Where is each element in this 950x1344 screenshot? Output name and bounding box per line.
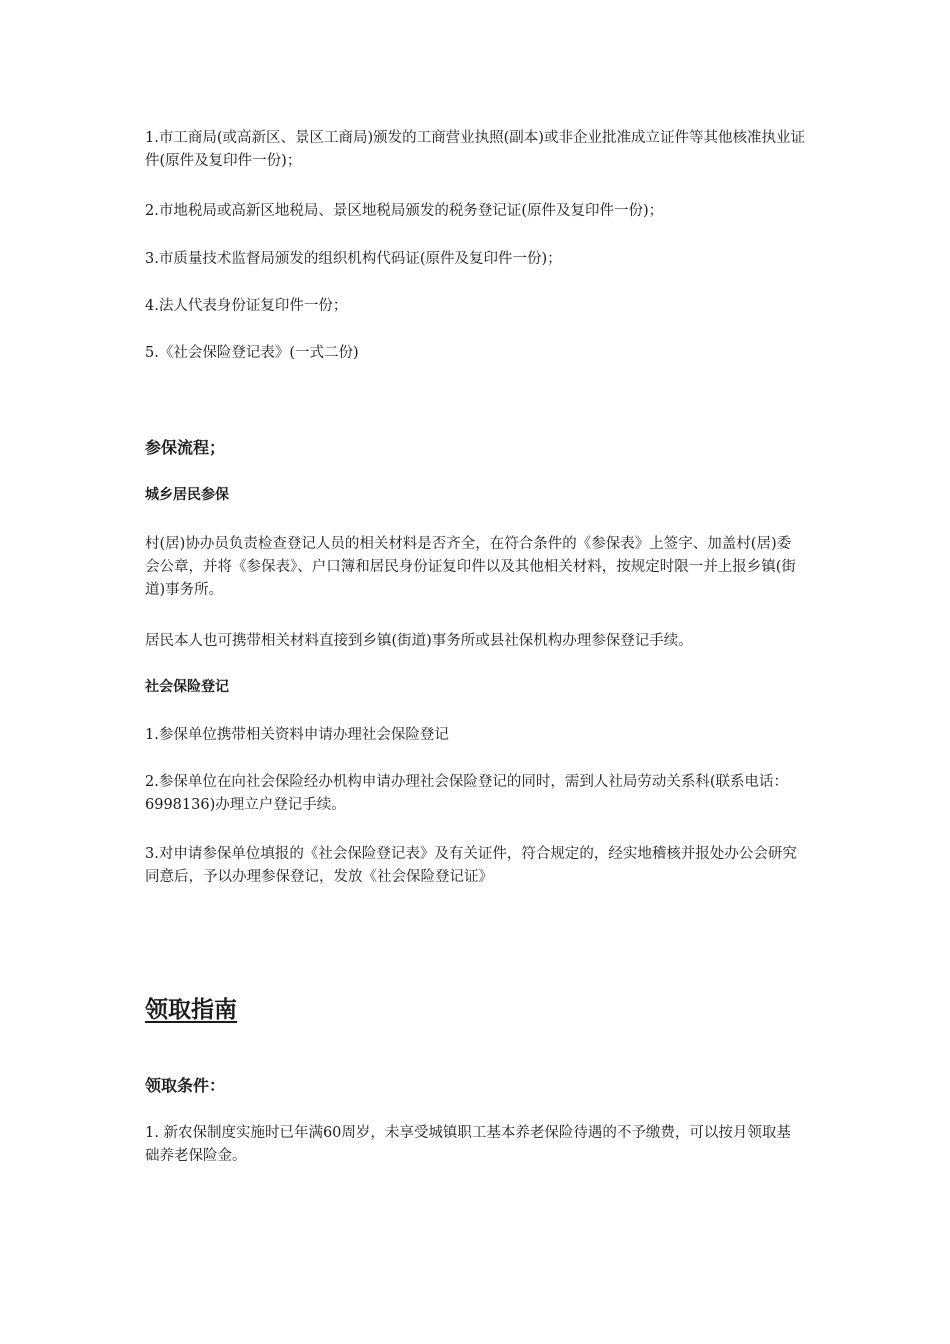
registration-step-3: 3.对申请参保单位填报的《社会保险登记表》及有关证件，符合规定的，经实地稽核并报处办公会研究同意后，予以办理参保登记，发放《社会保险登记证》: [145, 846, 797, 885]
document-requirement-4: 4.法人代表身份证复印件一份；: [145, 298, 348, 314]
residents-enrollment-paragraph-1: 村(居)协办员负责检查登记人员的相关材料是否齐全，在符合条件的《参保表》上签字、加盖村(居)委会公章，并将《参保表》、户口簿和居民身份证复印件以及其他相关材料，按规定时限一并上报乡镇(街道)事务所。: [145, 536, 796, 598]
document-requirement-1: 1.市工商局(或高新区、景区工商局)颁发的工商营业执照(副本)或非企业批准成立证件等其他核准执业证件(原件及复印件一份)；: [145, 130, 805, 169]
document-requirement-2: 2.市地税局或高新区地税局、景区地税局颁发的税务登记证(原件及复印件一份)；: [145, 203, 664, 219]
social-insurance-registration-heading: 社会保险登记: [145, 679, 229, 695]
residents-enrollment-heading: 城乡居民参保: [145, 487, 229, 503]
claim-condition-1: 1. 新农保制度实施时已年满60周岁，未享受城镇职工基本养老保险待遇的不予缴费，可以按月领取基础养老保险金。: [145, 1125, 791, 1164]
claim-conditions-heading: 领取条件：: [145, 1076, 226, 1095]
registration-step-1: 1.参保单位携带相关资料申请办理社会保险登记: [145, 727, 449, 743]
residents-enrollment-paragraph-2: 居民本人也可携带相关材料直接到乡镇(街道)事务所或县社保机构办理参保登记手续。: [145, 633, 693, 649]
document-requirement-5: 5.《社会保险登记表》(一式二份): [145, 345, 359, 361]
document-requirement-3: 3.市质量技术监督局颁发的组织机构代码证(原件及复印件一份)；: [145, 251, 562, 267]
claim-guide-title: 领取指南: [145, 997, 237, 1023]
enrollment-process-heading: 参保流程；: [145, 438, 226, 457]
registration-step-2: 2.参保单位在向社会保险经办机构申请办理社会保险登记的同时，需到人社局劳动关系科(联系电话： 6998136)办理立户登记手续。: [145, 774, 788, 813]
